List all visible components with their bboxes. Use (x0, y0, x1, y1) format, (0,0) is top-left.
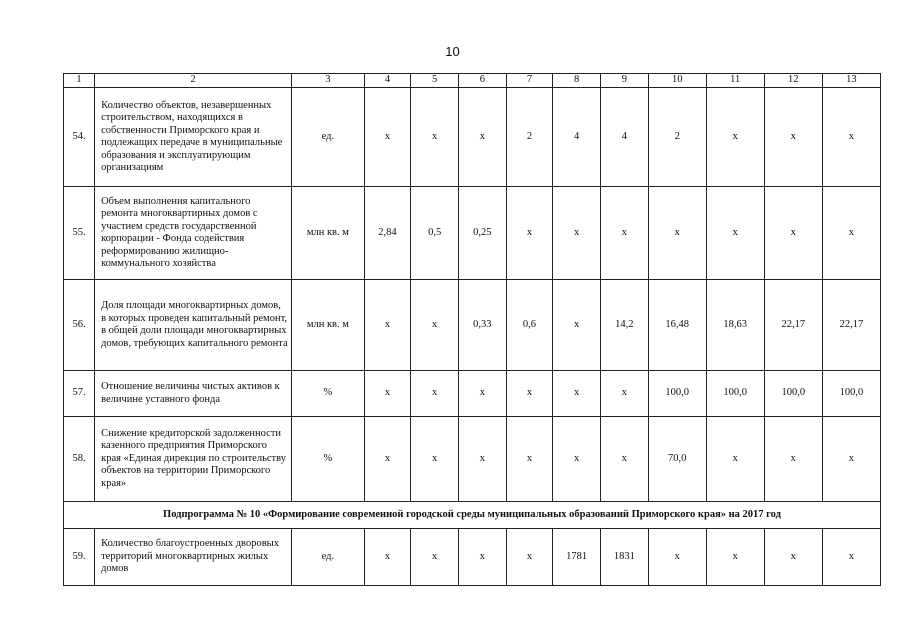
value-cell: x (764, 417, 822, 502)
indicators-table (63, 73, 881, 586)
value-cell: x (411, 371, 459, 417)
table-row (64, 280, 881, 371)
value-cell: x (506, 371, 553, 417)
subprogram-heading: Подпрограмма № 10 «Формирование современной городской среды муниципальных образований Приморского края» на 2017 год (64, 502, 881, 529)
table-row (64, 187, 881, 280)
header-row (64, 74, 881, 88)
value-cell: x (764, 187, 822, 280)
value-cell: x (706, 187, 764, 280)
value-cell: 1781 (553, 529, 601, 586)
value-cell: x (600, 371, 648, 417)
value-cell: x (364, 371, 411, 417)
value-cell: x (458, 371, 506, 417)
value-cell: x (648, 529, 706, 586)
value-cell: x (506, 529, 553, 586)
table-row (64, 88, 881, 187)
row-number: 54. (64, 88, 95, 187)
value-cell: 0,25 (458, 187, 506, 280)
value-cell: 2 (506, 88, 553, 187)
value-cell: 2 (648, 88, 706, 187)
value-cell: x (364, 529, 411, 586)
unit-cell: млн кв. м (292, 280, 365, 371)
value-cell: x (411, 417, 459, 502)
value-cell: x (600, 417, 648, 502)
value-cell: x (506, 187, 553, 280)
value-cell: 0,6 (506, 280, 553, 371)
value-cell: x (822, 529, 880, 586)
header-cell: 9 (600, 74, 648, 88)
unit-cell: % (292, 371, 365, 417)
value-cell: x (553, 371, 601, 417)
value-cell: x (364, 417, 411, 502)
value-cell: 14,2 (600, 280, 648, 371)
table-row (64, 417, 881, 502)
value-cell: x (553, 417, 601, 502)
indicator-name: Снижение кредиторской задолженности казенного предприятия Приморского края «Единая дирекция по строительству объектов на территории Приморского края» (95, 417, 292, 502)
indicator-name: Отношение величины чистых активов к величине уставного фонда (95, 371, 292, 417)
value-cell: x (706, 88, 764, 187)
row-number: 57. (64, 371, 95, 417)
row-number: 58. (64, 417, 95, 502)
value-cell: x (706, 529, 764, 586)
value-cell: x (648, 187, 706, 280)
value-cell: x (822, 88, 880, 187)
value-cell: x (458, 88, 506, 187)
subprogram-row (64, 502, 881, 529)
indicator-name: Количество объектов, незавершенных строительством, находящихся в собственности Приморского края и подлежащих передаче в муниципальные образования и эксплуатирующим организациям (95, 88, 292, 187)
value-cell: 4 (600, 88, 648, 187)
value-cell: 16,48 (648, 280, 706, 371)
header-cell: 1 (64, 74, 95, 88)
indicator-name: Доля площади многоквартирных домов, в которых проведен капитальный ремонт, в общей доли площади многоквартирных домов, требующих капитального ремонта (95, 280, 292, 371)
value-cell: x (506, 417, 553, 502)
value-cell: 100,0 (706, 371, 764, 417)
value-cell: 22,17 (764, 280, 822, 371)
page-number: 10 (445, 44, 460, 59)
header-cell: 3 (292, 74, 365, 88)
value-cell: x (411, 88, 459, 187)
unit-cell: ед. (292, 529, 365, 586)
header-cell: 11 (706, 74, 764, 88)
value-cell: x (458, 417, 506, 502)
value-cell: x (364, 88, 411, 187)
header-cell: 7 (506, 74, 553, 88)
value-cell: 100,0 (822, 371, 880, 417)
value-cell: x (458, 529, 506, 586)
value-cell: 22,17 (822, 280, 880, 371)
header-cell: 4 (364, 74, 411, 88)
value-cell: 2,84 (364, 187, 411, 280)
value-cell: x (364, 280, 411, 371)
value-cell: x (600, 187, 648, 280)
value-cell: x (411, 529, 459, 586)
row-number: 56. (64, 280, 95, 371)
value-cell: x (764, 529, 822, 586)
value-cell: 18,63 (706, 280, 764, 371)
header-cell: 2 (95, 74, 292, 88)
value-cell: x (553, 187, 601, 280)
value-cell: x (764, 88, 822, 187)
value-cell: x (411, 280, 459, 371)
value-cell: x (553, 280, 601, 371)
row-number: 55. (64, 187, 95, 280)
header-cell: 6 (458, 74, 506, 88)
value-cell: 100,0 (764, 371, 822, 417)
unit-cell: ед. (292, 88, 365, 187)
unit-cell: млн кв. м (292, 187, 365, 280)
value-cell: 1831 (600, 529, 648, 586)
value-cell: x (822, 187, 880, 280)
value-cell: x (822, 417, 880, 502)
table-row (64, 371, 881, 417)
value-cell: 70,0 (648, 417, 706, 502)
indicator-name: Объем выполнения капитального ремонта многоквартирных домов с участием средств государственной корпорации - Фонда содействия реформированию жилищно-коммунального хозяйства (95, 187, 292, 280)
header-cell: 5 (411, 74, 459, 88)
value-cell: x (706, 417, 764, 502)
value-cell: 0,33 (458, 280, 506, 371)
value-cell: 4 (553, 88, 601, 187)
indicator-name: Количество благоустроенных дворовых территорий многоквартирных жилых домов (95, 529, 292, 586)
table-row (64, 529, 881, 586)
header-cell: 13 (822, 74, 880, 88)
header-cell: 12 (764, 74, 822, 88)
header-cell: 10 (648, 74, 706, 88)
value-cell: 0,5 (411, 187, 459, 280)
header-cell: 8 (553, 74, 601, 88)
unit-cell: % (292, 417, 365, 502)
row-number: 59. (64, 529, 95, 586)
value-cell: 100,0 (648, 371, 706, 417)
